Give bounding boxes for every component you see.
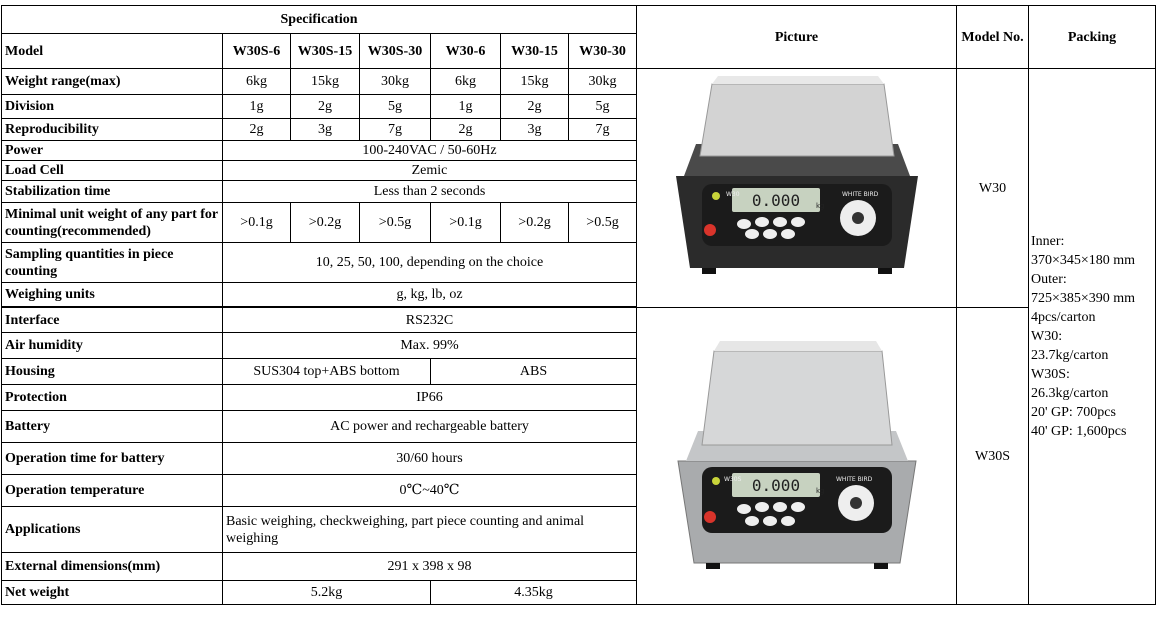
row-label: Operation temperature: [2, 475, 223, 507]
row-label: Battery: [2, 411, 223, 443]
cell-value: g, kg, lb, oz: [223, 283, 637, 307]
row-label: Power: [2, 141, 223, 161]
packing-line: W30:: [1031, 329, 1063, 344]
spec-table: [1, 5, 1156, 605]
model-no-w30s: W30S: [957, 308, 1029, 605]
cell-value: >0.5g: [569, 203, 637, 243]
cell-value: 2g: [223, 119, 291, 141]
model-name: W30S-6: [223, 34, 291, 69]
cell-value: 5.2kg: [223, 581, 431, 605]
indicator-light: [712, 192, 720, 200]
row-label: External dimensions(mm): [2, 553, 223, 581]
cell-value: 100-240VAC / 50-60Hz: [223, 141, 637, 161]
cell-value: ABS: [431, 359, 637, 385]
packing-line: 725×385×390 mm: [1031, 291, 1136, 306]
row-label: Air humidity: [2, 333, 223, 359]
row-label: Housing: [2, 359, 223, 385]
scale-image-w30s: [672, 311, 922, 601]
specification-header: Specification: [2, 6, 637, 34]
picture-w30s: [637, 308, 957, 605]
cell-value: Basic weighing, checkweighing, part piece counting and animal weighing: [223, 507, 637, 553]
cell-value: 0℃~40℃: [223, 475, 637, 507]
cell-value: 30/60 hours: [223, 443, 637, 475]
row-label: Weighing units: [2, 283, 223, 307]
cell-value: 291 x 398 x 98: [223, 553, 637, 581]
packing-line: Outer:: [1031, 272, 1067, 287]
cell-value: 3g: [291, 119, 360, 141]
row-label: Load Cell: [2, 161, 223, 181]
cell-value: >0.5g: [360, 203, 431, 243]
picture-w30: [637, 69, 957, 308]
cell-value: 3g: [501, 119, 569, 141]
cell-value: 5g: [360, 95, 431, 119]
display-unit: kg: [815, 202, 824, 210]
row-label: Weight range(max): [2, 69, 223, 95]
cell-value: Zemic: [223, 161, 637, 181]
cell-value: 15kg: [291, 69, 360, 95]
cell-value: Max. 99%: [223, 333, 637, 359]
cell-value: 2g: [431, 119, 501, 141]
cell-value: SUS304 top+ABS bottom: [223, 359, 431, 385]
picture-header: Picture: [637, 6, 957, 69]
cell-value: AC power and rechargeable battery: [223, 411, 637, 443]
display-reading: 0.000: [751, 191, 800, 210]
brand-mark: WHITE BIRD: [841, 191, 878, 198]
model-name: W30-15: [501, 34, 569, 69]
model-mark: W30S: [723, 476, 741, 483]
power-button-graphic: [704, 224, 716, 236]
cell-value: 6kg: [431, 69, 501, 95]
cell-value: 7g: [569, 119, 637, 141]
cell-value: 7g: [360, 119, 431, 141]
row-label: Interface: [2, 308, 223, 333]
cell-value: 15kg: [501, 69, 569, 95]
packing-line: 40' GP: 1,600pcs: [1031, 424, 1127, 439]
cell-value: >0.2g: [291, 203, 360, 243]
model-name: W30-30: [569, 34, 637, 69]
packing-info: [1029, 69, 1156, 605]
packing-line: 23.7kg/carton: [1031, 348, 1109, 363]
cell-value: >0.1g: [223, 203, 291, 243]
indicator-light: [712, 477, 720, 485]
model-label: Model: [2, 34, 223, 69]
model-mark: W30: [725, 191, 740, 198]
cell-value: 30kg: [569, 69, 637, 95]
row-label: Operation time for battery: [2, 443, 223, 475]
row-label: Applications: [2, 507, 223, 553]
cell-value: 30kg: [360, 69, 431, 95]
packing-line: 26.3kg/carton: [1031, 386, 1109, 401]
cell-value: 10, 25, 50, 100, depending on the choice: [223, 243, 637, 283]
row-label: Protection: [2, 385, 223, 411]
cell-value: 2g: [291, 95, 360, 119]
display-reading: 0.000: [751, 476, 800, 495]
row-label: Stabilization time: [2, 181, 223, 203]
model-name: W30S-15: [291, 34, 360, 69]
cell-value: >0.2g: [501, 203, 569, 243]
row-label: Minimal unit weight of any part for counting(recommended): [2, 203, 223, 243]
row-label: Division: [2, 95, 223, 119]
packing-line: W30S:: [1031, 367, 1070, 382]
row-label: Sampling quantities in piece counting: [2, 243, 223, 283]
power-button-graphic: [704, 511, 716, 523]
packing-line: Inner:: [1031, 234, 1065, 249]
cell-value: 5g: [569, 95, 637, 119]
model-name: W30S-30: [360, 34, 431, 69]
cell-value: RS232C: [223, 308, 637, 333]
model-no-header: Model No.: [957, 6, 1029, 69]
cell-value: IP66: [223, 385, 637, 411]
row-label: Reproducibility: [2, 119, 223, 141]
scale-image-w30: [672, 72, 922, 304]
packing-line: 20' GP: 700pcs: [1031, 405, 1116, 420]
cell-value: Less than 2 seconds: [223, 181, 637, 203]
cell-value: 2g: [501, 95, 569, 119]
brand-mark: WHITE BIRD: [835, 476, 872, 483]
display-unit: kg: [815, 487, 824, 495]
cell-value: 6kg: [223, 69, 291, 95]
model-no-w30: W30: [957, 69, 1029, 308]
packing-line: 4pcs/carton: [1031, 310, 1096, 325]
model-name: W30-6: [431, 34, 501, 69]
packing-header: Packing: [1029, 6, 1156, 69]
cell-value: 1g: [431, 95, 501, 119]
cell-value: 1g: [223, 95, 291, 119]
cell-value: >0.1g: [431, 203, 501, 243]
cell-value: 4.35kg: [431, 581, 637, 605]
row-label: Net weight: [2, 581, 223, 605]
packing-line: 370×345×180 mm: [1031, 253, 1136, 268]
